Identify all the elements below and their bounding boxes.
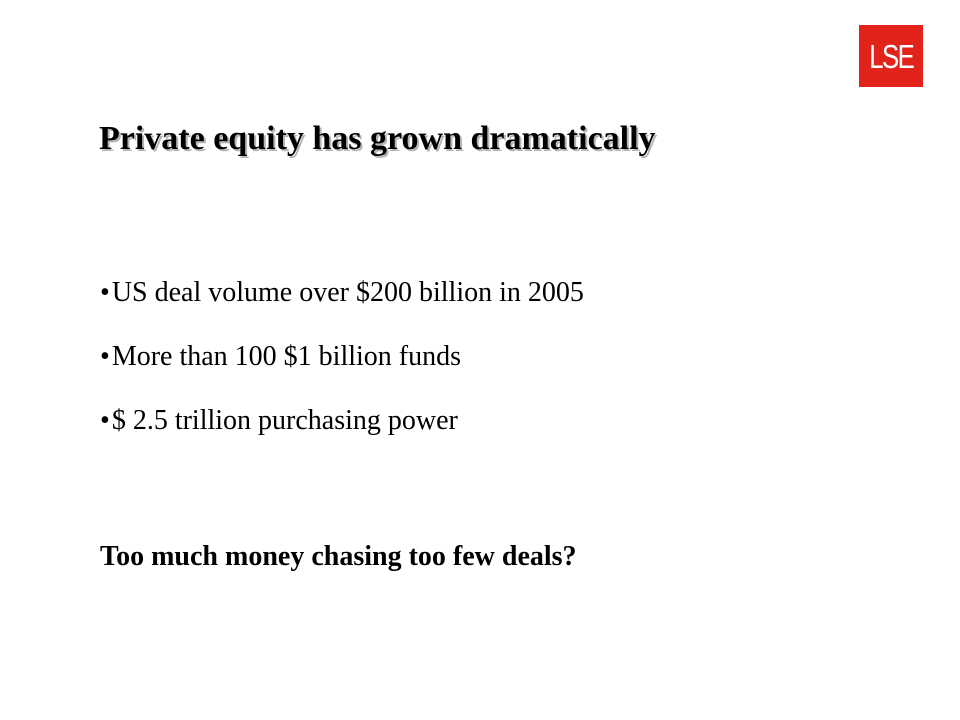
bullet-item <box>100 399 584 463</box>
lse-logo-text: LSE <box>869 37 913 75</box>
bullet-text: $ 2.5 trillion purchasing power <box>111 405 458 436</box>
bullet-marker: • <box>100 341 110 372</box>
bullet-text: More than 100 $1 billion funds <box>111 341 462 372</box>
closing-question: Too much money chasing too few deals? <box>100 541 577 572</box>
bullet-marker: • <box>100 277 110 308</box>
bullet-list <box>100 271 584 463</box>
bullet-marker: • <box>100 405 110 436</box>
lse-logo <box>859 25 923 87</box>
bullet-item <box>100 271 584 335</box>
bullet-text: US deal volume over $200 billion in 2005 <box>111 277 584 308</box>
slide-title: Private equity has grown dramatically <box>99 120 656 157</box>
bullet-item <box>100 335 584 399</box>
